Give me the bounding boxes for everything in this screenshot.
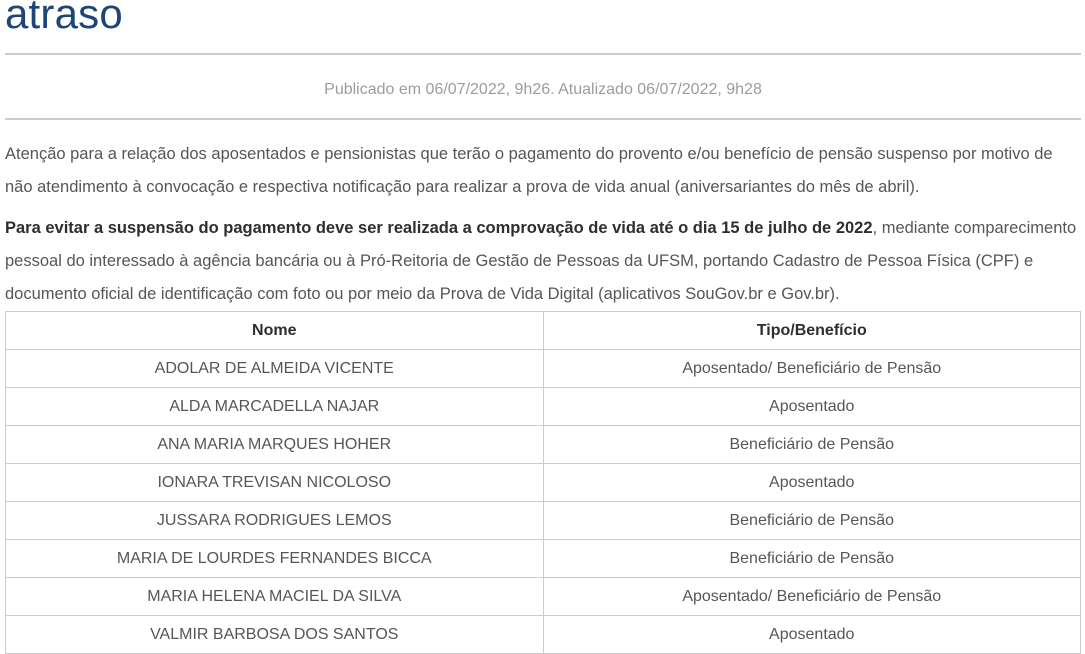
table-row: [6, 426, 1081, 464]
table-row: [6, 616, 1081, 654]
cell-type: Beneficiário de Pensão: [543, 426, 1081, 464]
cell-name: MARIA DE LOURDES FERNANDES BICCA: [6, 540, 544, 578]
deadline-emphasis: Para evitar a suspensão do pagamento deve ser realizada a comprovação de vida até o dia 15 de julho de 2022: [5, 219, 873, 237]
cell-type: Aposentado/ Beneficiário de Pensão: [543, 578, 1081, 616]
cell-name: VALMIR BARBOSA DOS SANTOS: [6, 616, 544, 654]
deadline-rest: , mediante comparecimento pessoal do interessado à agência bancária ou à Pró-Reitoria de Gestão de Pessoas da UFSM, portando Cadastro de Pessoa Física (CPF) e documento oficial de identificação com foto ou por meio da Prova de Vida Digital (aplicativos SouGov.br e Gov.br).: [5, 219, 1077, 303]
divider: [5, 118, 1081, 120]
cell-type: Beneficiário de Pensão: [543, 502, 1081, 540]
cell-name: ADOLAR DE ALMEIDA VICENTE: [6, 350, 544, 388]
cell-name: ALDA MARCADELLA NAJAR: [6, 388, 544, 426]
table-row: [6, 388, 1081, 426]
publish-info: Publicado em 06/07/2022, 9h26. Atualizado 06/07/2022, 9h28: [324, 81, 762, 98]
cell-name: IONARA TREVISAN NICOLOSO: [6, 464, 544, 502]
table-row: [6, 502, 1081, 540]
table-row: [6, 464, 1081, 502]
table-header-row: [6, 312, 1081, 350]
page-title: atraso: [5, 0, 123, 37]
cell-name: ANA MARIA MARQUES HOHER: [6, 426, 544, 464]
cell-type: Beneficiário de Pensão: [543, 540, 1081, 578]
benefits-table: [5, 311, 1081, 654]
deadline-paragraph: [5, 212, 1081, 311]
cell-type: Aposentado/ Beneficiário de Pensão: [543, 350, 1081, 388]
divider: [5, 53, 1081, 55]
intro-paragraph: Atenção para a relação dos aposentados e pensionistas que terão o pagamento do provento e/ou benefício de pensão suspenso por motivo de não atendimento à convocação e respectiva notificação para realizar a prova de vida anual (aniversariantes do mês de abril).: [5, 145, 1053, 196]
table-row: [6, 578, 1081, 616]
table-header-tipo: Tipo/Benefício: [543, 312, 1081, 350]
table-header-nome: Nome: [6, 312, 544, 350]
cell-name: MARIA HELENA MACIEL DA SILVA: [6, 578, 544, 616]
cell-name: JUSSARA RODRIGUES LEMOS: [6, 502, 544, 540]
table-row: [6, 350, 1081, 388]
cell-type: Aposentado: [543, 388, 1081, 426]
table-row: [6, 540, 1081, 578]
cell-type: Aposentado: [543, 616, 1081, 654]
cell-type: Aposentado: [543, 464, 1081, 502]
